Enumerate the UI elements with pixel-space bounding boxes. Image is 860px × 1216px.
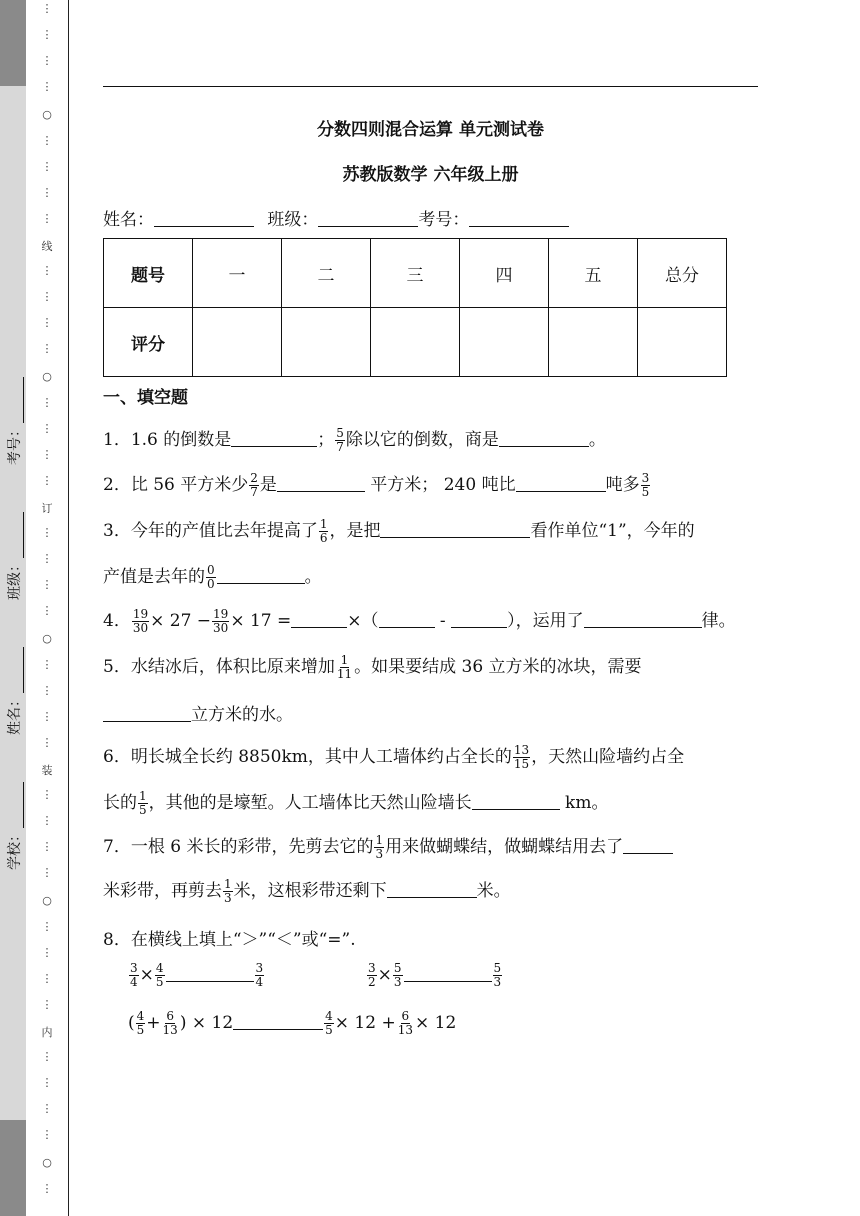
binding-line	[68, 0, 69, 1216]
table-cell: 评分	[104, 308, 193, 377]
name-field: 姓名：	[4, 647, 24, 735]
student-info: 姓名： 班级： 考号：	[103, 205, 569, 230]
score-cell[interactable]	[549, 308, 638, 377]
name-blank[interactable]	[154, 208, 254, 227]
cut-line-dots: ⋮ ⋮ ⋮ ⋮ ○ ⋮ ⋮ ⋮ ⋮ 线 ⋮ ⋮ ⋮ ⋮ ○ ⋮ ⋮ ⋮ ⋮ 订 ⋮ ⋮ ⋮ ⋮ ○ ⋮ ⋮ ⋮ ⋮ 装 ⋮ ⋮ ⋮ ⋮ ○ ⋮ ⋮ ⋮ ⋮ 内 ⋮ ⋮ ⋮ ⋮ ○ ⋮	[41, 2, 53, 1195]
answer-blank[interactable]	[499, 428, 589, 447]
question-5-line2: 立方米的水。	[103, 700, 293, 725]
question-1: 1．1.6 的倒数是 ； $\frac{5}{7}$ 除以它的倒数，商是 。	[103, 426, 606, 454]
section-title: 一、填空题	[103, 388, 188, 408]
table-cell: 四	[460, 239, 549, 308]
score-cell[interactable]	[460, 308, 549, 377]
answer-blank[interactable]	[217, 565, 305, 584]
answer-blank[interactable]	[404, 963, 492, 982]
table-cell: 五	[549, 239, 638, 308]
question-5: 5．水结冰后，体积比原来增加 $\frac{1}{11}$ 。如果要结成 36 立方米的冰块，需要	[103, 653, 642, 681]
score-cell[interactable]	[371, 308, 460, 377]
answer-blank[interactable]	[291, 609, 347, 628]
binding-strip	[0, 0, 26, 1216]
question-8: 8．在横线上填上“＞”“＜”或“=”.	[103, 930, 356, 950]
answer-blank[interactable]	[233, 1011, 323, 1030]
strip-dark-top	[0, 0, 26, 86]
question-2: 2．比 56 平方米少 $\frac{2}{7}$ 是 平方米； 240 吨比 吨多 $\frac{3}{5}$	[103, 471, 650, 499]
school-field: 学校：	[4, 782, 24, 870]
score-cell[interactable]	[638, 308, 727, 377]
class-field: 班级：	[4, 512, 24, 600]
answer-blank[interactable]	[277, 473, 365, 492]
question-7-line2: 米彩带，再剪去 $\frac{1}{3}$ 米，这根彩带还剩下 米。	[103, 877, 511, 905]
compare-expression-3: ( $\frac{4}{5}$ + $\frac{6}{13}$ ) × 12 $\frac{4}{5}$ × 12 + $\frac{6}{13}$ × 12	[128, 1009, 457, 1037]
table-cell: 二	[282, 239, 371, 308]
table-row	[104, 239, 727, 308]
page-subtitle: 苏教版数学 六年级上册	[342, 165, 519, 185]
compare-expression-1: $\frac{3}{4}$ × $\frac{4}{5}$ $\frac{3}{4}$	[130, 961, 264, 989]
exam-field: 考号：	[4, 377, 24, 465]
answer-blank[interactable]	[166, 963, 254, 982]
answer-blank[interactable]	[387, 879, 477, 898]
table-cell: 题号	[104, 239, 193, 308]
answer-blank[interactable]	[623, 835, 673, 854]
header-rule	[103, 86, 758, 87]
score-cell[interactable]	[282, 308, 371, 377]
answer-blank[interactable]	[380, 519, 530, 538]
strip-dark-bottom	[0, 1120, 26, 1216]
answer-blank[interactable]	[584, 609, 702, 628]
table-cell: 一	[193, 239, 282, 308]
answer-blank[interactable]	[451, 609, 507, 628]
table-cell: 三	[371, 239, 460, 308]
table-row	[104, 308, 727, 377]
exam-blank[interactable]	[469, 208, 569, 227]
question-6-line2: 长的 $\frac{1}{5}$ ，其他的是壕堑。人工墙体比天然山险墙长 km。	[103, 789, 609, 817]
class-blank[interactable]	[318, 208, 418, 227]
question-3-line2: 产值是去年的 $\frac{0}{0}$ 。	[103, 563, 322, 591]
question-7: 7．一根 6 米长的彩带，先剪去它的 $\frac{1}{3}$ 用来做蝴蝶结，做蝴蝶结用去了	[103, 832, 673, 861]
answer-blank[interactable]	[231, 428, 317, 447]
answer-blank[interactable]	[472, 791, 560, 810]
question-4: 4． $\frac{19}{30}$ × 27 − $\frac{19}{30}$ × 17 = ×（ - ），运用了 律。	[103, 607, 736, 635]
question-3: 3．今年的产值比去年提高了 $\frac{1}{6}$ ，是把 看作单位“1”，今年的	[103, 517, 695, 545]
score-cell[interactable]	[193, 308, 282, 377]
answer-blank[interactable]	[379, 609, 435, 628]
score-table	[103, 238, 727, 377]
page-title: 分数四则混合运算 单元测试卷	[317, 120, 544, 140]
table-cell: 总分	[638, 239, 727, 308]
compare-expression-2: $\frac{3}{2}$ × $\frac{5}{3}$ $\frac{5}{3}$	[368, 961, 502, 989]
answer-blank[interactable]	[516, 473, 606, 492]
answer-blank[interactable]	[103, 703, 191, 722]
question-6: 6．明长城全长约 8850km，其中人工墙体约占全长的 $\frac{13}{15}$ ，天然山险墙约占全	[103, 743, 685, 771]
